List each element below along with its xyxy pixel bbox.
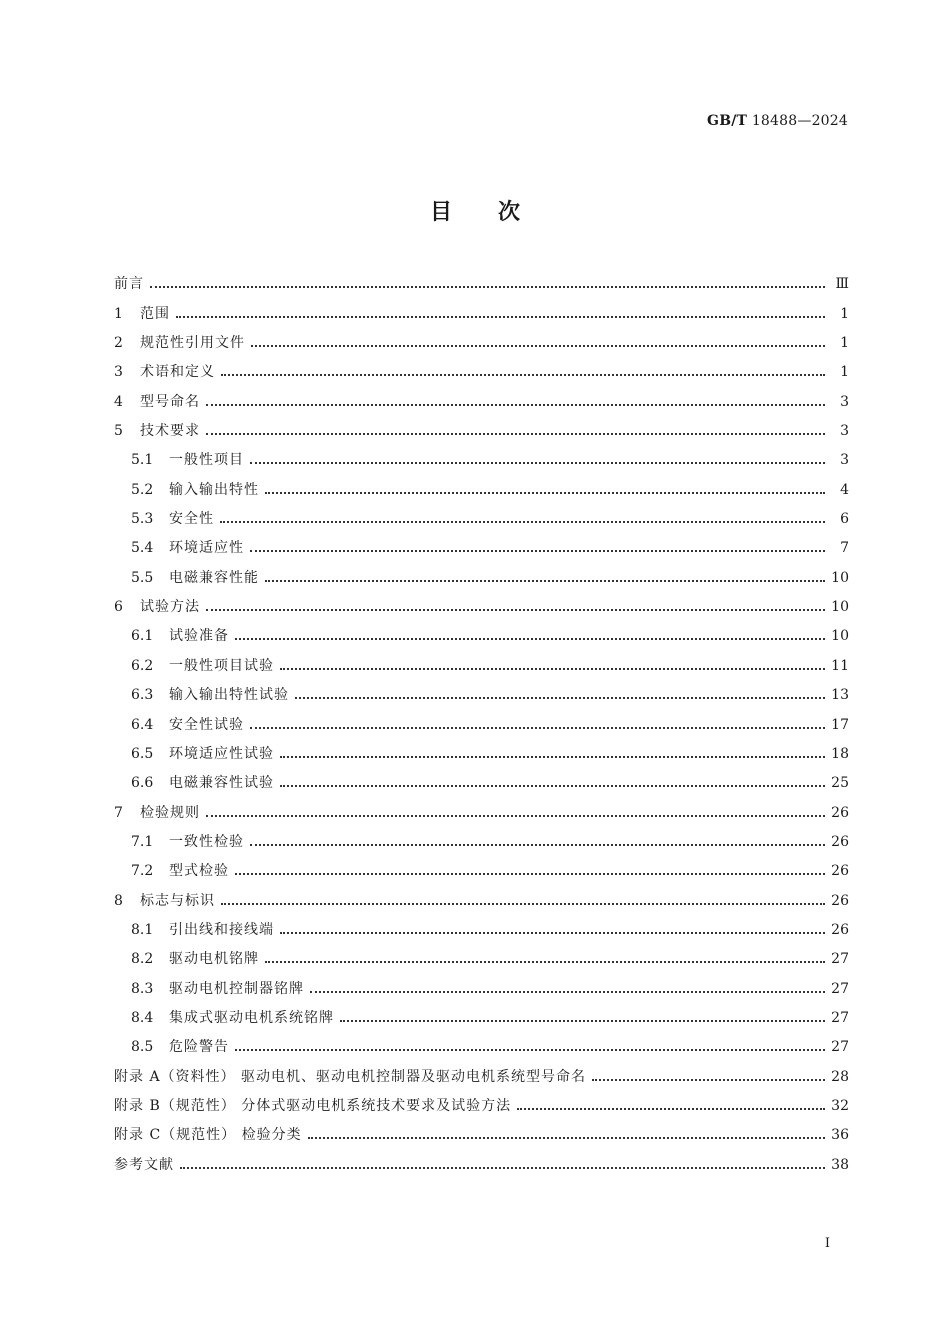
toc-entry-number: 8.4 <box>131 1009 154 1026</box>
toc-dot-leader <box>295 697 825 699</box>
toc-entry-label: 型式检验 <box>169 863 229 880</box>
toc-entry-label: 术语和定义 <box>140 364 215 381</box>
toc-entry[interactable] <box>114 505 849 534</box>
toc-entry-number: 7 <box>114 804 123 821</box>
toc-entry[interactable] <box>114 563 849 592</box>
toc-entry-page: 36 <box>831 1127 849 1144</box>
toc-entry-label: 驱动电机铭牌 <box>169 951 259 968</box>
toc-entry-number: 7.2 <box>131 863 154 880</box>
toc-entry-number: 8.1 <box>131 921 154 938</box>
toc-entry-page: 6 <box>840 511 849 528</box>
toc-entry-label: 一般性项目试验 <box>169 657 274 674</box>
toc-entry[interactable] <box>114 798 849 827</box>
toc-entry-page: 13 <box>831 687 849 704</box>
toc-dot-leader <box>280 932 825 934</box>
toc-entry[interactable] <box>114 1150 849 1179</box>
toc-entry-number: 5 <box>114 423 123 440</box>
toc-entry-number: 6.4 <box>131 716 154 733</box>
toc-entry[interactable] <box>114 769 849 798</box>
toc-dot-leader <box>340 1020 825 1022</box>
toc-entry-page: 18 <box>831 745 849 762</box>
toc-dot-leader <box>265 492 825 494</box>
toc-entry-page: Ⅲ <box>835 276 849 293</box>
toc-entry-page: 27 <box>831 1009 849 1026</box>
toc-dot-leader <box>308 1137 825 1139</box>
toc-dot-leader <box>250 727 825 729</box>
toc-entry[interactable] <box>114 828 849 857</box>
toc-entry-number: 6 <box>114 599 123 616</box>
toc-dot-leader <box>517 1108 825 1110</box>
toc-entry[interactable] <box>114 945 849 974</box>
toc-dot-leader <box>280 785 825 787</box>
toc-entry-label: 检验规则 <box>140 804 200 821</box>
toc-dot-leader <box>310 991 825 993</box>
toc-dot-leader <box>221 374 825 376</box>
table-of-contents <box>114 270 849 1180</box>
toc-entry-page: 3 <box>840 452 849 469</box>
toc-dot-leader <box>206 815 825 817</box>
toc-entry[interactable] <box>114 358 849 387</box>
toc-entry[interactable] <box>114 270 849 299</box>
toc-dot-leader <box>280 668 825 670</box>
toc-entry-number: 6.5 <box>131 745 154 762</box>
toc-entry-number: 5.3 <box>131 511 154 528</box>
toc-dot-leader <box>235 638 825 640</box>
toc-entry-label: 规范性引用文件 <box>140 335 245 352</box>
toc-entry[interactable] <box>114 1004 849 1033</box>
toc-entry-number: 5.1 <box>131 452 154 469</box>
toc-dot-leader <box>206 433 825 435</box>
toc-entry-label: 电磁兼容性试验 <box>169 775 274 792</box>
toc-entry[interactable] <box>114 1062 849 1091</box>
toc-entry[interactable] <box>114 710 849 739</box>
toc-entry-page: 11 <box>831 657 849 674</box>
toc-entry-label: 型号命名 <box>140 393 200 410</box>
toc-entry[interactable] <box>114 651 849 680</box>
toc-entry-page: 4 <box>840 481 849 498</box>
toc-entry-page: 27 <box>831 1039 849 1056</box>
toc-entry-page: 38 <box>831 1156 849 1173</box>
toc-entry-label: 输入输出特性试验 <box>169 687 289 704</box>
toc-entry[interactable] <box>114 974 849 1003</box>
toc-entry-page: 10 <box>831 628 849 645</box>
toc-entry-label: 引出线和接线端 <box>169 921 274 938</box>
toc-entry-number: 6.6 <box>131 775 154 792</box>
toc-entry-number: 1 <box>114 305 123 322</box>
toc-entry[interactable] <box>114 475 849 504</box>
toc-entry-number: 2 <box>114 335 123 352</box>
toc-entry-page: 27 <box>831 980 849 997</box>
toc-entry-label: 附录 B（规范性） 分体式驱动电机系统技术要求及试验方法 <box>114 1097 512 1114</box>
toc-entry[interactable] <box>114 1033 849 1062</box>
toc-entry-label: 驱动电机控制器铭牌 <box>169 980 304 997</box>
toc-dot-leader <box>265 961 825 963</box>
toc-dot-leader <box>280 756 825 758</box>
toc-entry[interactable] <box>114 681 849 710</box>
toc-entry-label: 参考文献 <box>114 1156 174 1173</box>
toc-entry-label: 环境适应性 <box>169 540 244 557</box>
toc-entry-page: 26 <box>831 804 849 821</box>
toc-entry-label: 试验准备 <box>169 628 229 645</box>
toc-entry-number: 8 <box>114 892 123 909</box>
toc-entry-number: 3 <box>114 364 123 381</box>
toc-entry[interactable] <box>114 299 849 328</box>
toc-entry-label: 范围 <box>140 305 170 322</box>
toc-entry-label: 试验方法 <box>140 599 200 616</box>
toc-entry-label: 输入输出特性 <box>169 481 259 498</box>
toc-entry-label: 一致性检验 <box>169 833 244 850</box>
toc-dot-leader <box>220 521 825 523</box>
toc-entry[interactable] <box>114 387 849 416</box>
toc-dot-leader <box>235 873 825 875</box>
toc-entry-label: 附录 A（资料性） 驱动电机、驱动电机控制器及驱动电机系统型号命名 <box>114 1068 587 1085</box>
toc-entry-number: 8.2 <box>131 951 154 968</box>
toc-entry-page: 26 <box>831 863 849 880</box>
toc-entry[interactable] <box>114 446 849 475</box>
toc-entry-number: 6.3 <box>131 687 154 704</box>
toc-entry-page: 17 <box>831 716 849 733</box>
toc-dot-leader <box>250 462 825 464</box>
toc-entry-page: 26 <box>831 833 849 850</box>
toc-entry-page: 26 <box>831 921 849 938</box>
toc-entry-number: 5.4 <box>131 540 154 557</box>
toc-entry[interactable] <box>114 593 849 622</box>
toc-entry-page: 1 <box>840 335 849 352</box>
toc-entry-page: 3 <box>840 423 849 440</box>
page-title: 目次 <box>429 200 566 225</box>
toc-entry-label: 附录 C（规范性） 检验分类 <box>114 1127 302 1144</box>
toc-dot-leader <box>206 404 825 406</box>
toc-entry-page: 28 <box>831 1068 849 1085</box>
toc-entry-label: 一般性项目 <box>169 452 244 469</box>
toc-dot-leader <box>251 345 825 347</box>
toc-entry[interactable] <box>114 534 849 563</box>
toc-entry[interactable] <box>114 329 849 358</box>
toc-entry-label: 标志与标识 <box>140 892 215 909</box>
toc-entry-number: 6.2 <box>131 657 154 674</box>
toc-entry[interactable] <box>114 1121 849 1150</box>
toc-entry-label: 危险警告 <box>169 1039 229 1056</box>
toc-entry-label: 集成式驱动电机系统铭牌 <box>169 1009 334 1026</box>
standard-code <box>707 113 848 129</box>
toc-dot-leader <box>592 1079 825 1081</box>
toc-dot-leader <box>265 580 825 582</box>
toc-entry-page: 3 <box>840 393 849 410</box>
toc-entry[interactable] <box>114 622 849 651</box>
toc-entry-page: 7 <box>840 540 849 557</box>
toc-entry-number: 8.5 <box>131 1039 154 1056</box>
toc-entry-number: 5.2 <box>131 481 154 498</box>
toc-entry-page: 10 <box>831 569 849 586</box>
toc-dot-leader <box>235 1049 825 1051</box>
toc-entry-number: 4 <box>114 393 123 410</box>
toc-entry-number: 8.3 <box>131 980 154 997</box>
toc-entry-page: 26 <box>831 892 849 909</box>
toc-entry-label: 安全性试验 <box>169 716 244 733</box>
toc-entry-page: 1 <box>840 364 849 381</box>
toc-dot-leader <box>180 1167 825 1169</box>
toc-dot-leader <box>206 609 825 611</box>
toc-entry-label: 电磁兼容性能 <box>169 569 259 586</box>
page-number: Ⅰ <box>824 1236 830 1251</box>
toc-entry-page: 32 <box>831 1097 849 1114</box>
toc-entry[interactable] <box>114 1092 849 1121</box>
toc-entry-page: 10 <box>831 599 849 616</box>
toc-entry-number: 6.1 <box>131 628 154 645</box>
toc-entry[interactable] <box>114 916 849 945</box>
standard-prefix: GB/T <box>707 113 748 129</box>
toc-entry-label: 技术要求 <box>140 423 200 440</box>
toc-dot-leader <box>150 286 825 288</box>
toc-dot-leader <box>176 316 825 318</box>
toc-entry-number: 7.1 <box>131 833 154 850</box>
toc-entry-page: 1 <box>840 305 849 322</box>
toc-entry-page: 25 <box>831 775 849 792</box>
toc-entry-label: 前言 <box>114 276 144 293</box>
toc-entry[interactable] <box>114 417 849 446</box>
toc-dot-leader <box>250 550 825 552</box>
toc-entry[interactable] <box>114 740 849 769</box>
toc-dot-leader <box>250 844 825 846</box>
toc-entry-label: 环境适应性试验 <box>169 745 274 762</box>
standard-number: 18488—2024 <box>751 113 848 129</box>
toc-entry-label: 安全性 <box>169 511 214 528</box>
toc-dot-leader <box>221 903 825 905</box>
toc-entry-number: 5.5 <box>131 569 154 586</box>
toc-entry[interactable] <box>114 886 849 915</box>
toc-entry[interactable] <box>114 857 849 886</box>
toc-entry-page: 27 <box>831 951 849 968</box>
